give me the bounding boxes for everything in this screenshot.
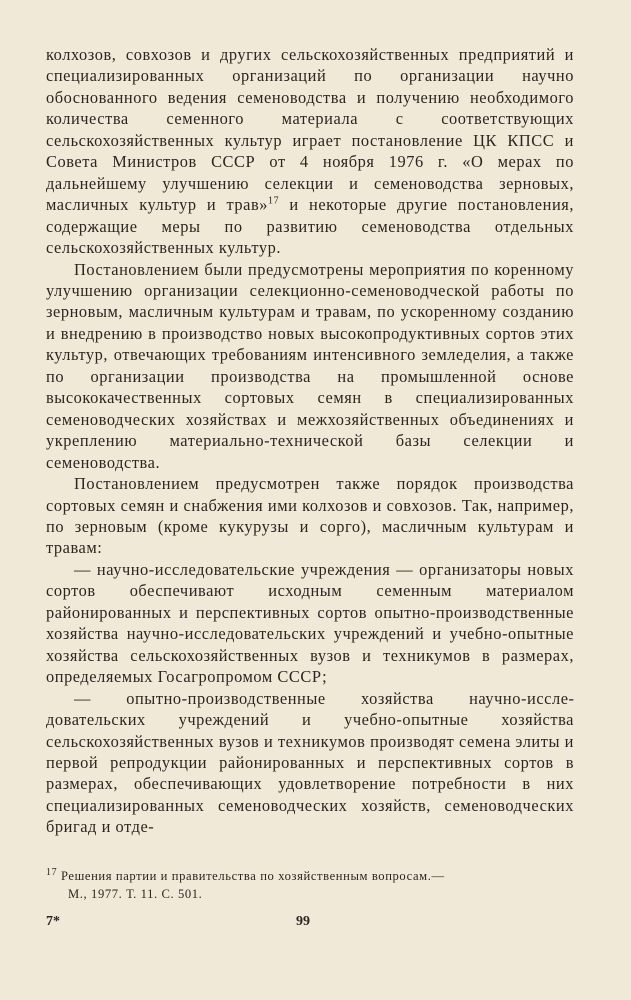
paragraph-1-text: колхозов, совхозов и других сельскохозяйственных предприятий и специализированных организаций по организации научно обоснованного ведения семеноводства и получению необходимого количества семенного материала с соответствующих сельскохозяйственных культур играет постановление ЦК КПСС и Совета Министров СССР от 4 ноября 1976 г. «О мерах по дальнейшему улучшению селекции и семеноводства зерновых, масличных культур и трав» — [46, 45, 574, 215]
paragraph-1 — [46, 44, 574, 259]
footnote-line-1 — [46, 867, 574, 885]
paragraph-4: — научно-исследовательские учреждения — организаторы новых сортов обеспечивают исходным семенным материалом районированных и перспективных сортов опытно-производственные хозяйства научно-исследовательских учреждений и учебно-опытные хозяйства сельскохозяйственных вузов и техникумов в размерах, определяемых Госагропромом СССР; — [46, 559, 574, 687]
footnote-text-1: Решения партии и правительства по хозяйственным вопросам.— — [60, 869, 445, 883]
footnote — [46, 867, 574, 903]
footnote-number: 17 — [46, 866, 58, 878]
signature-mark: 7* — [46, 914, 60, 929]
paragraph-3: Постановлением предусмотрен также порядок производства сортовых семян и снабжения ими колхозов и совхозов. Так, например, по зерновым (кроме кукурузы и сорго), масличным культурам и травам: — [46, 474, 574, 558]
paragraph-1-tail: и некоторые другие постановления, содержащие меры по развитию семеноводства отдельных сельскохозяйственных культур. — [46, 195, 574, 258]
paragraph-2: Постановлением были предусмотрены мероприятия по коренному улучшению организации селекционно-семеноводческой работы по зерновым, масличным культурам и травам, по ускоренному созданию и внедрению в производство новых высокопродуктивных сортов этих культур, отвечающих требованиям интенсивного земледелия, а также по организации производства на промышленной основе высококачественных сортовых семян в специализированных семеноводческих хозяйствах и межхозяйственных объединениях и укреплению материально-технической базы селекции и семеноводства. — [46, 259, 574, 472]
page-number: 99 — [296, 914, 310, 929]
main-text — [46, 44, 574, 838]
paragraph-5: — опытно-производственные хозяйства научно-исследовательских учреждений и учебно-опытные хозяйства сельскохозяйственных вузов и техникумов производят семена элиты и первой репродукции районированных и перспективных сортов в размерах, обеспечивающих удовлетворение потребности в них специализированных семеноводческих хозяйств, семеноводческих бригад и отде- — [46, 688, 575, 837]
footnote-line-2: М., 1977. Т. 11. С. 501. — [68, 887, 203, 901]
footnote-reference: 17 — [268, 195, 280, 207]
